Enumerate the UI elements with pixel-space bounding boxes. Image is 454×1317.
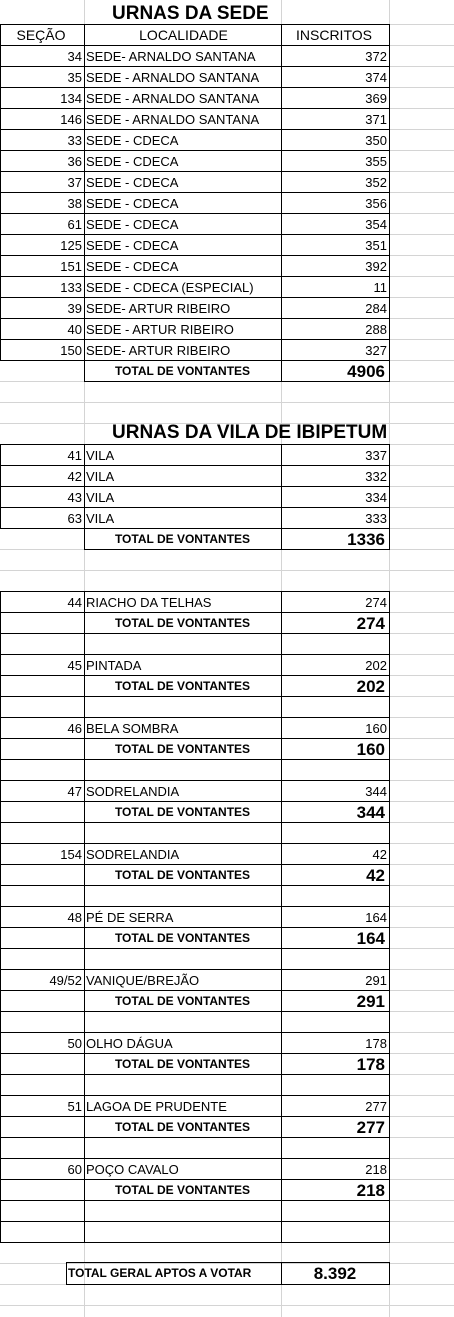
total-label: TOTAL DE VONTANTES [114,1057,251,1071]
cell-localidade: SEDE- ARTUR RIBEIRO [86,343,231,358]
cell-localidade: SODRELANDIA [86,784,180,799]
border [389,591,390,1243]
cell-inscritos: 291 [365,973,387,988]
cell-localidade: SEDE - CDECA [86,133,179,148]
cell-secao: 48 [67,910,82,925]
cell-inscritos: 337 [365,448,387,463]
header-inscritos: INSCRITOS [296,27,372,43]
cell-inscritos: 355 [365,154,387,169]
cell-localidade: LAGOA DE PRUDENTE [86,1099,227,1114]
cell-inscritos: 284 [365,301,387,316]
total-label: TOTAL DE VONTANTES [114,805,251,819]
cell-secao: 150 [60,343,82,358]
total-value: 160 [356,740,385,759]
cell-secao: 43 [67,490,82,505]
cell-secao: 49/52 [49,973,82,988]
gridline-row [0,1305,454,1306]
cell-localidade: SEDE - ARNALDO SANTANA [86,91,260,106]
cell-secao: 151 [60,259,82,274]
cell-inscritos: 352 [365,175,387,190]
cell-inscritos: 218 [365,1162,387,1177]
cell-localidade: VILA [86,511,115,526]
total-value: 344 [356,803,385,822]
cell-inscritos: 277 [365,1099,387,1114]
cell-inscritos: 327 [365,343,387,358]
total-label: TOTAL DE VONTANTES [114,868,251,882]
cell-inscritos: 372 [365,49,387,64]
cell-localidade: SEDE - CDECA (ESPECIAL) [86,280,254,295]
border [0,1242,389,1243]
total-label: TOTAL DE VONTANTES [114,994,251,1008]
total-label: TOTAL DE VONTANTES [114,1120,251,1134]
cell-localidade: BELA SOMBRA [86,721,179,736]
cell-secao: 33 [67,133,82,148]
cell-secao: 125 [60,238,82,253]
header-localidade: LOCALIDADE [139,27,228,43]
cell-inscritos: 164 [365,910,387,925]
cell-localidade: OLHO DÁGUA [86,1036,173,1051]
cell-localidade: SODRELANDIA [86,847,180,862]
border [389,444,390,550]
cell-inscritos: 356 [365,196,387,211]
header-secao: SEÇÃO [16,27,66,43]
gridline-row [0,402,454,403]
cell-secao: 50 [67,1036,82,1051]
total-value: 218 [356,1181,385,1200]
cell-secao: 146 [60,112,82,127]
cell-secao: 51 [67,1099,82,1114]
cell-secao: 37 [67,175,82,190]
cell-secao: 46 [67,721,82,736]
cell-localidade: SEDE - CDECA [86,175,179,190]
cell-secao: 61 [67,217,82,232]
cell-inscritos: 392 [365,259,387,274]
cell-secao: 133 [60,280,82,295]
total-label: TOTAL DE VONTANTES [114,742,251,756]
total-value: 277 [356,1118,385,1137]
cell-localidade: SEDE - CDECA [86,217,179,232]
cell-localidade: VILA [86,448,115,463]
cell-localidade: SEDE - ARNALDO SANTANA [86,112,260,127]
cell-localidade: VILA [86,490,115,505]
cell-inscritos: 332 [365,469,387,484]
cell-localidade: PÉ DE SERRA [86,910,174,925]
cell-inscritos: 288 [365,322,387,337]
total-value: 202 [356,677,385,696]
cell-secao: 47 [67,784,82,799]
cell-secao: 42 [67,469,82,484]
cell-localidade: SEDE - ARNALDO SANTANA [86,70,260,85]
cell-secao: 35 [67,70,82,85]
cell-secao: 44 [67,595,82,610]
cell-localidade: SEDE - CDECA [86,196,179,211]
total-label: TOTAL DE VONTANTES [114,679,251,693]
gridline-row [0,570,454,571]
grand-total-value: 8.392 [313,1264,357,1283]
cell-secao: 154 [60,847,82,862]
cell-secao: 134 [60,91,82,106]
cell-localidade: SEDE - CDECA [86,238,179,253]
total-value: 178 [356,1055,385,1074]
cell-inscritos: 369 [365,91,387,106]
cell-inscritos: 274 [365,595,387,610]
cell-inscritos: 333 [365,511,387,526]
cell-inscritos: 160 [365,721,387,736]
cell-inscritos: 374 [365,70,387,85]
cell-inscritos: 371 [365,112,387,127]
cell-localidade: POÇO CAVALO [86,1162,179,1177]
cell-localidade: SEDE - CDECA [86,154,179,169]
grand-total-label: TOTAL GERAL APTOS A VOTAR [68,1266,252,1280]
total-label: TOTAL DE VONTANTES [114,931,251,945]
sede-title: URNAS DA SEDE [112,3,269,24]
cell-secao: 41 [67,448,82,463]
cell-inscritos: 351 [365,238,387,253]
total-label: TOTAL DE VONTANTES [114,364,251,378]
border [0,1221,389,1222]
total-value: 42 [366,866,385,885]
total-label: TOTAL DE VONTANTES [114,616,251,630]
total-label: TOTAL DE VONTANTES [114,1183,251,1197]
cell-secao: 39 [67,301,82,316]
total-value: 274 [356,614,385,633]
cell-secao: 36 [67,154,82,169]
total-value: 164 [356,929,385,948]
cell-secao: 40 [67,322,82,337]
cell-inscritos: 344 [365,784,387,799]
cell-inscritos: 42 [372,847,387,862]
cell-secao: 60 [67,1162,82,1177]
cell-inscritos: 350 [365,133,387,148]
cell-localidade: VILA [86,469,115,484]
cell-localidade: SEDE- ARTUR RIBEIRO [86,301,231,316]
cell-inscritos: 334 [365,490,387,505]
cell-inscritos: 354 [365,217,387,232]
cell-localidade: SEDE - CDECA [86,259,179,274]
total-value: 1336 [347,530,385,549]
cell-localidade: VANIQUE/BREJÃO [86,973,200,988]
cell-inscritos: 178 [365,1036,387,1051]
cell-secao: 38 [67,196,82,211]
total-label: TOTAL DE VONTANTES [114,532,251,546]
cell-inscritos: 202 [365,658,387,673]
cell-secao: 63 [67,511,82,526]
cell-secao: 45 [67,658,82,673]
cell-localidade: SEDE - ARTUR RIBEIRO [86,322,234,337]
cell-localidade: SEDE- ARNALDO SANTANA [86,49,256,64]
cell-localidade: PINTADA [86,658,142,673]
border [66,1284,389,1285]
cell-inscritos: 11 [373,280,387,295]
cell-secao: 34 [67,49,82,64]
total-value: 291 [356,992,385,1011]
total-value: 4906 [347,362,385,381]
cell-localidade: RIACHO DA TELHAS [86,595,212,610]
vila-title: URNAS DA VILA DE IBIPETUM [112,422,388,443]
border [389,24,390,382]
border [389,1262,390,1285]
